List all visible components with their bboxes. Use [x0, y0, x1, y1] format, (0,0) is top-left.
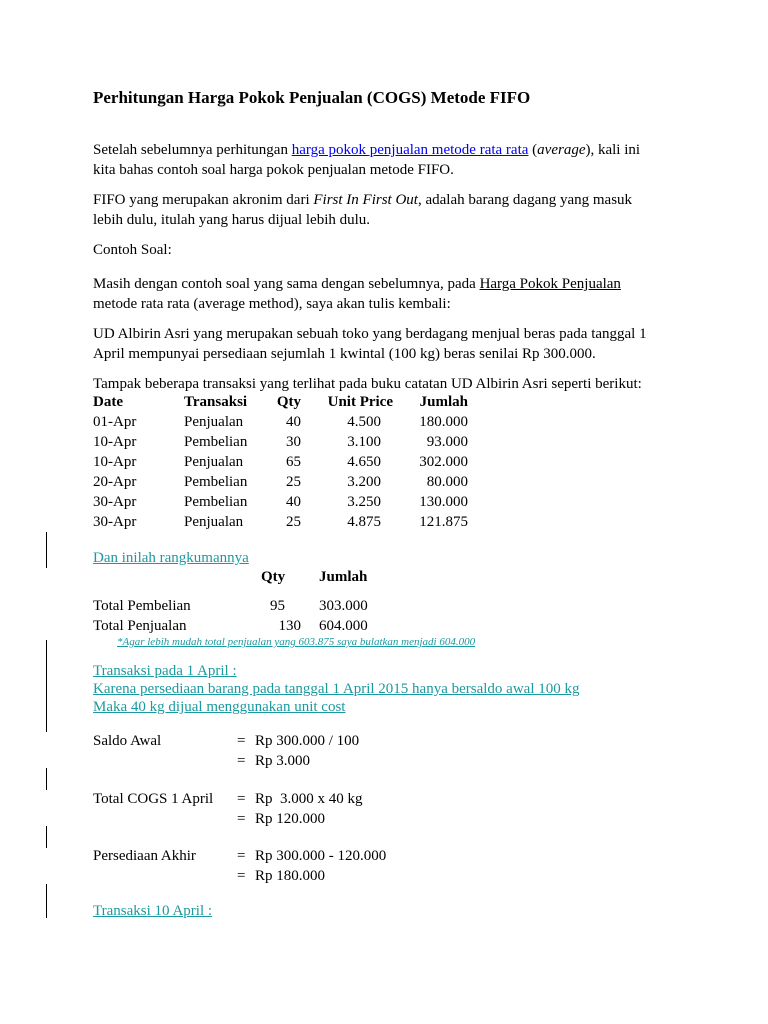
cell: 93.000 [426, 434, 468, 450]
calc-value: Rp 300.000 / 100 [255, 733, 360, 749]
calc-eq: = [237, 868, 246, 884]
cell: 604.000 [319, 618, 368, 634]
text: UD Albirin Asri yang merupakan sebuah toko yang berdagang menjual beras pada tanggal 1 [93, 326, 647, 342]
contoh-soal-label: Contoh Soal: [93, 242, 172, 258]
text: Masih dengan contoh soal yang sama dengan sebelumnya, pada [93, 276, 480, 292]
cell: 95 [270, 598, 285, 614]
cell: 121.875 [419, 514, 468, 530]
calc-label: Persediaan Akhir [93, 848, 196, 864]
calc-value: Rp 300.000 - 120.000 [255, 848, 387, 864]
transactions-table [93, 392, 468, 532]
text: Maka 40 kg dijual menggunakan unit cost [93, 699, 346, 715]
cell: 30-Apr [93, 494, 137, 510]
calc-label: Total COGS 1 April [93, 791, 214, 807]
calc-value: Rp 120.000 [255, 811, 326, 827]
cell: Pembelian [184, 474, 248, 490]
summary-row [93, 596, 191, 616]
change-bar [46, 640, 47, 732]
fifo-paragraph [93, 190, 632, 230]
table-row [93, 452, 468, 472]
text: Karena persediaan barang pada tanggal 1 April 2015 hanya bersaldo awal 100 kg [93, 681, 580, 697]
text: Setelah sebelumnya perhitungan [93, 142, 292, 158]
april10-heading: Transaksi 10 April : [93, 903, 213, 919]
cell: 303.000 [319, 598, 368, 614]
text: FIFO yang merupakan akronim dari [93, 192, 314, 208]
col-date: Date [93, 394, 123, 410]
text: kita bahas contoh soal harga pokok penjualan metode FIFO. [93, 162, 454, 178]
summary-row [93, 616, 187, 636]
change-bar [46, 826, 47, 848]
text: lebih dulu, itulah yang harus dijual lebih dulu. [93, 212, 371, 228]
cell: 130 [278, 618, 301, 634]
cell: 10-Apr [93, 434, 137, 450]
cell: 40 [286, 494, 301, 510]
change-bar [46, 884, 47, 918]
calc-value: Rp 180.000 [255, 868, 326, 884]
cell: 30 [286, 434, 301, 450]
cell: 25 [286, 514, 301, 530]
cell: 80.000 [426, 474, 468, 490]
change-bar [46, 532, 47, 568]
cell: Total Pembelian [93, 598, 191, 614]
text: April mempunyai persediaan sejumlah 1 kwintal (100 kg) beras senilai Rp 300.000. [93, 346, 596, 362]
cell: 10-Apr [93, 454, 137, 470]
calc-eq: = [237, 753, 246, 769]
col-transaksi: Transaksi [184, 394, 248, 410]
text: ), kali ini [585, 142, 641, 158]
table-row [93, 492, 468, 512]
cell: 40 [286, 414, 301, 430]
calc-eq: = [237, 791, 246, 807]
col-unit-price: Unit Price [327, 394, 393, 410]
cell: 3.100 [347, 434, 381, 450]
cell: 4.650 [347, 454, 381, 470]
cell: Pembelian [184, 434, 248, 450]
calc-eq: = [237, 811, 246, 827]
cell: 65 [286, 454, 301, 470]
summary-col-qty: Qty [261, 569, 286, 585]
april1-heading [93, 662, 580, 716]
summary-heading: Dan inilah rangkumannya [93, 550, 249, 566]
hpp-link[interactable]: Harga Pokok Penjualan [479, 276, 621, 292]
example-paragraph [93, 274, 621, 314]
calc-label: Saldo Awal [93, 733, 162, 749]
cell: 30-Apr [93, 514, 137, 530]
text: , adalah barang dagang yang masuk [417, 192, 633, 208]
transactions-intro: Tampak beberapa transaksi yang terlihat pada buku catatan UD Albirin Asri seperti berikut: [93, 376, 642, 392]
text: metode rata rata (average method), saya akan tulis kembali: [93, 296, 451, 312]
cell: 180.000 [419, 414, 468, 430]
table-row [93, 412, 468, 432]
cell: 4.500 [347, 414, 381, 430]
cell: Pembelian [184, 494, 248, 510]
cell: 20-Apr [93, 474, 137, 490]
table-row [93, 512, 468, 532]
intro-paragraph [93, 140, 640, 180]
cell: 25 [286, 474, 301, 490]
calc-value: Rp 3.000 [255, 753, 311, 769]
summary-col-jumlah: Jumlah [319, 569, 368, 585]
calc-value: Rp 3.000 x 40 kg [255, 791, 363, 807]
cell: Total Penjualan [93, 618, 187, 634]
text: average [537, 142, 586, 158]
change-bar [46, 768, 47, 790]
table-row [93, 432, 468, 452]
cell: 3.200 [347, 474, 381, 490]
col-qty: Qty [276, 394, 301, 410]
table-row [93, 472, 468, 492]
average-method-link[interactable]: harga pokok penjualan metode rata rata [291, 142, 529, 158]
col-jumlah: Jumlah [419, 394, 468, 410]
cell: 01-Apr [93, 414, 137, 430]
store-paragraph [93, 324, 647, 364]
calc-eq: = [237, 848, 246, 864]
cell: Penjualan [184, 414, 244, 430]
text: Transaksi pada 1 April : [93, 663, 237, 679]
cell: 3.250 [347, 494, 381, 510]
rounding-note: *Agar lebih mudah total penjualan yang 603.875 saya bulatkan menjadi 604.000 [117, 636, 476, 648]
cell: 302.000 [419, 454, 468, 470]
text: First In First Out [313, 192, 418, 208]
text: ( [528, 142, 538, 158]
cell: 4.875 [347, 514, 381, 530]
table-header-row [93, 392, 468, 412]
cell: Penjualan [184, 514, 244, 530]
page-title: Perhitungan Harga Pokok Penjualan (COGS) Metode FIFO [93, 88, 531, 107]
cell: Penjualan [184, 454, 244, 470]
cell: 130.000 [419, 494, 468, 510]
calc-eq: = [237, 733, 246, 749]
